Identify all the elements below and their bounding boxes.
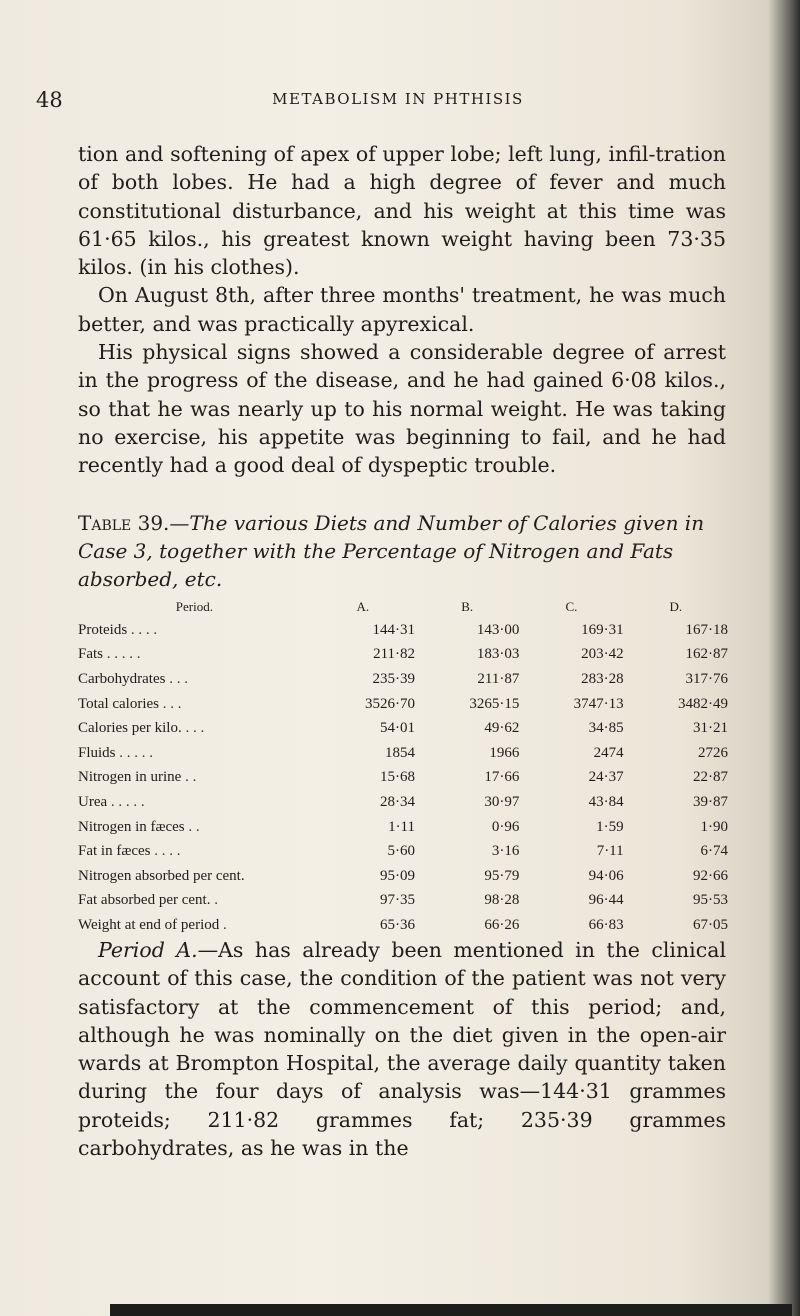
table-row bbox=[78, 815, 728, 840]
paragraph: tion and softening of apex of upper lobe; left lung, infil-tration of both lobes. He had a high degree of fever and much constitutional disturbance, and his weight at this time was 61·65 kilos., his greatest known weight having been 73·35 kilos. (in his clothes). bbox=[78, 142, 726, 280]
row-leader-dots: . . . . . bbox=[107, 793, 145, 810]
row-label bbox=[78, 766, 311, 791]
row-label bbox=[78, 618, 311, 643]
cell-value: 66·83 bbox=[588, 916, 624, 933]
cell-value: 97·35 bbox=[380, 892, 416, 909]
cell-value: 3526·70 bbox=[365, 695, 416, 712]
cell-value: 28·34 bbox=[380, 793, 416, 810]
cell-value: 24·37 bbox=[588, 769, 624, 786]
cell-value: 95·79 bbox=[484, 867, 520, 884]
cell-value: 235·39 bbox=[372, 670, 416, 687]
cell-value: 15·68 bbox=[380, 769, 416, 786]
table-row bbox=[78, 643, 728, 668]
cell-value: 31·21 bbox=[693, 720, 728, 737]
cell-value: 43·84 bbox=[588, 793, 624, 810]
cell-value: 211·82 bbox=[373, 646, 416, 663]
table-label: Table 39. bbox=[78, 511, 170, 535]
table-row bbox=[78, 839, 728, 864]
cell-value: 22·87 bbox=[693, 769, 728, 786]
table-row bbox=[78, 913, 728, 938]
table-caption bbox=[78, 509, 726, 593]
table-row bbox=[78, 716, 728, 741]
period-heading: Period A. bbox=[98, 938, 198, 962]
paragraph: His physical signs showed a considerable degree of arrest in the progress of the disease, and he had gained 6·08 kilos., so that he was nearly up to his normal weight. He was taking no exercise, his appetite was beginning to fail, and he had recently had a good deal of dyspeptic trouble. bbox=[78, 340, 726, 478]
cell-value: 143·00 bbox=[476, 621, 520, 638]
row-label bbox=[78, 889, 311, 914]
row-leader-dots: . . . bbox=[159, 695, 182, 712]
table-title: —The various Diets and Number of Calories given in Case 3, together with the Percentage of Nitrogen and Fats absorbed, etc. bbox=[78, 511, 705, 591]
cell-value: 1966 bbox=[489, 744, 520, 761]
cell-value: 3482·49 bbox=[678, 695, 728, 712]
row-label-text: Calories per kilo. bbox=[78, 720, 182, 737]
row-leader-dots: . . . . bbox=[127, 621, 158, 638]
row-label bbox=[78, 716, 311, 741]
row-label bbox=[78, 913, 311, 938]
cell-value: 92·66 bbox=[693, 867, 728, 884]
data-table bbox=[78, 596, 728, 938]
row-leader-dots: . . . . . bbox=[115, 744, 154, 761]
row-label-text: Nitrogen in urine bbox=[78, 769, 182, 786]
table-row bbox=[78, 618, 728, 643]
cell-value: 3747·13 bbox=[573, 695, 624, 712]
cell-value: 1·59 bbox=[596, 818, 624, 835]
row-label-text: Weight at end of period bbox=[78, 916, 220, 933]
row-label-text: Urea bbox=[78, 793, 108, 810]
row-label-text: Fat in fæces bbox=[78, 843, 151, 860]
table-row bbox=[78, 741, 728, 766]
cell-value: 1·11 bbox=[388, 818, 416, 835]
cell-value: 3265·15 bbox=[469, 695, 520, 712]
cell-value: 1·90 bbox=[700, 818, 728, 835]
column-header: C. bbox=[565, 599, 578, 614]
row-leader-dots: . . bbox=[181, 769, 197, 786]
table-row bbox=[78, 766, 728, 791]
table-row bbox=[78, 864, 728, 889]
row-leader-dots: . . . . . bbox=[103, 646, 141, 663]
paragraph-text: —As has already been mentioned in the clinical account of this case, the condition of the patient was not very satisfactory at the commencement of this period; and, although he was nominally on the diet given in the open-air wards at Brompton Hospital, the average daily quantity taken during the four days of analysis was—144·31 grammes proteids; 211·82 grammes fat; 235·39 grammes carbohydrates, as he was in the bbox=[78, 938, 726, 1161]
column-header: B. bbox=[461, 599, 474, 614]
body-text-bottom bbox=[78, 936, 726, 1162]
row-leader-dots: . . . bbox=[165, 670, 188, 687]
cell-value: 30·97 bbox=[484, 793, 520, 810]
page-header bbox=[36, 88, 760, 118]
row-leader-dots: . . bbox=[184, 818, 200, 835]
cell-value: 6·74 bbox=[700, 843, 728, 860]
cell-value: 169·31 bbox=[581, 621, 624, 638]
row-leader-dots: . bbox=[210, 892, 218, 909]
row-label-text: Proteids bbox=[78, 621, 128, 638]
row-label-text: Nitrogen in fæces bbox=[78, 818, 185, 835]
cell-value: 2726 bbox=[698, 744, 728, 761]
row-label bbox=[78, 643, 311, 668]
column-header: D. bbox=[669, 599, 683, 614]
page-edge-shadow bbox=[110, 1304, 792, 1316]
row-leader-dots: . . . bbox=[181, 720, 205, 737]
cell-value: 17·66 bbox=[484, 769, 520, 786]
cell-value: 2474 bbox=[593, 744, 624, 761]
cell-value: 34·85 bbox=[588, 720, 624, 737]
cell-value: 144·31 bbox=[372, 621, 416, 638]
cell-value: 54·01 bbox=[380, 720, 416, 737]
column-header: Period. bbox=[175, 599, 213, 614]
table-row bbox=[78, 692, 728, 717]
cell-value: 211·87 bbox=[477, 670, 520, 687]
table-row bbox=[78, 889, 728, 914]
row-label bbox=[78, 864, 311, 889]
row-label-text: Total calories bbox=[78, 695, 159, 712]
cell-value: 283·28 bbox=[581, 670, 624, 687]
cell-value: 66·26 bbox=[484, 916, 520, 933]
cell-value: 94·06 bbox=[588, 867, 624, 884]
row-leader-dots: . . . . bbox=[150, 843, 181, 860]
running-head: METABOLISM IN PHTHISIS bbox=[272, 90, 524, 108]
page-number: 48 bbox=[36, 88, 63, 112]
cell-value: 39·87 bbox=[693, 793, 728, 810]
cell-value: 49·62 bbox=[484, 720, 520, 737]
row-label bbox=[78, 667, 311, 692]
row-label bbox=[78, 815, 311, 840]
cell-value: 65·36 bbox=[380, 916, 416, 933]
cell-value: 95·09 bbox=[380, 867, 416, 884]
row-label-text: Fluids bbox=[78, 744, 116, 761]
paragraph bbox=[78, 936, 726, 1162]
cell-value: 98·28 bbox=[484, 892, 520, 909]
row-label-text: Nitrogen absorbed per cent. bbox=[78, 867, 245, 884]
paragraph: On August 8th, after three months' treatment, he was much better, and was practically apyrexical. bbox=[78, 283, 726, 336]
table-row bbox=[78, 790, 728, 815]
row-leader-dots: . bbox=[219, 916, 227, 933]
cell-value: 5·60 bbox=[387, 843, 416, 860]
row-label bbox=[78, 692, 311, 717]
row-label-text: Fats bbox=[78, 646, 104, 663]
cell-value: 96·44 bbox=[588, 892, 624, 909]
column-header: A. bbox=[356, 599, 370, 614]
row-label-text: Carbohydrates bbox=[78, 670, 166, 687]
cell-value: 67·05 bbox=[693, 916, 728, 933]
row-label bbox=[78, 790, 311, 815]
row-label bbox=[78, 741, 311, 766]
body-text-top bbox=[78, 140, 726, 480]
cell-value: 167·18 bbox=[685, 621, 728, 638]
row-label bbox=[78, 839, 311, 864]
row-label-text: Fat absorbed per cent. bbox=[78, 892, 211, 909]
cell-value: 1854 bbox=[385, 744, 416, 761]
cell-value: 317·76 bbox=[685, 670, 728, 687]
table-header-row bbox=[78, 596, 728, 618]
cell-value: 203·42 bbox=[581, 646, 624, 663]
cell-value: 95·53 bbox=[693, 892, 728, 909]
cell-value: 7·11 bbox=[596, 843, 624, 860]
cell-value: 183·03 bbox=[476, 646, 520, 663]
cell-value: 0·96 bbox=[491, 818, 520, 835]
cell-value: 162·87 bbox=[685, 646, 728, 663]
table-row bbox=[78, 667, 728, 692]
cell-value: 3·16 bbox=[491, 843, 520, 860]
